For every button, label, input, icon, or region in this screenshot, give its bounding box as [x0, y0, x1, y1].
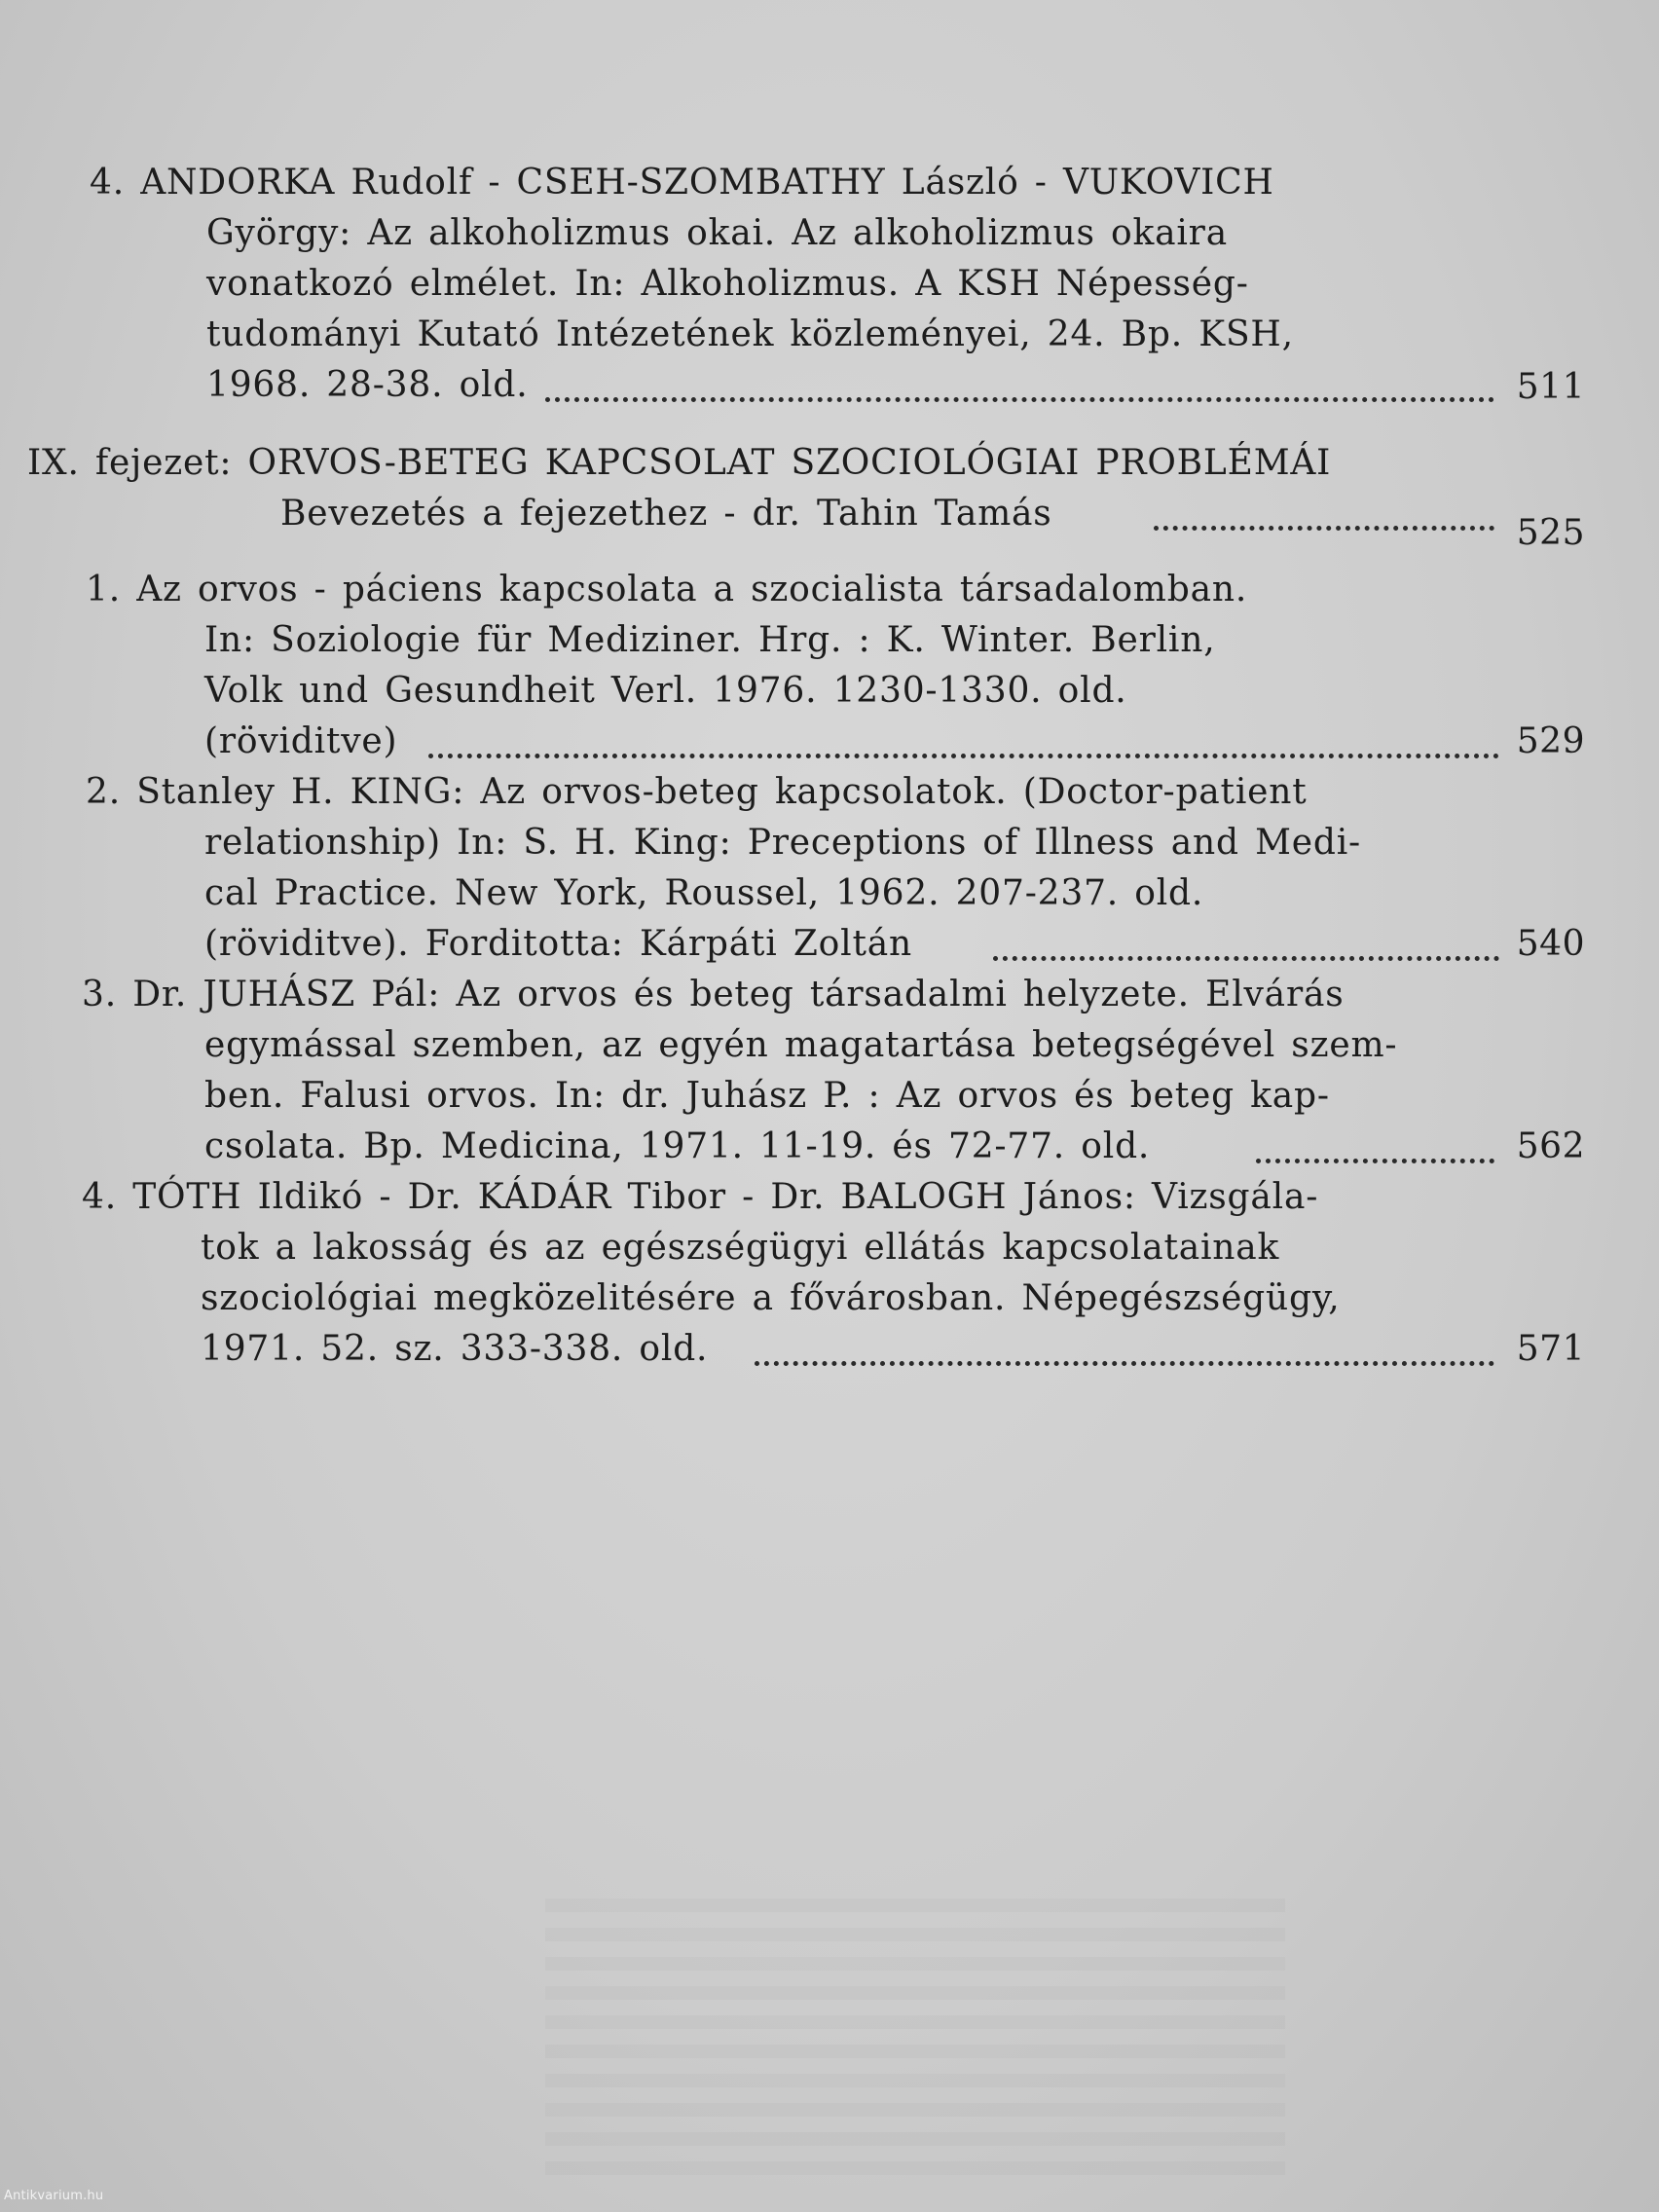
toc-line: relationship) In: S. H. King: Preceptions of Illness and Medi-: [204, 823, 1361, 863]
toc-line: tok a lakosság és az egészségügyi ellátás kapcsolatainak: [201, 1228, 1280, 1268]
dot-leader: [428, 754, 1499, 758]
page-number: 525: [1516, 513, 1585, 553]
toc-line: ben. Falusi orvos. In: dr. Juhász P. : Az orvos és beteg kap-: [204, 1076, 1330, 1116]
page-number: 529: [1516, 721, 1585, 761]
page-number: 571: [1516, 1329, 1585, 1369]
dot-leader: [1256, 1159, 1494, 1163]
toc-line: egymással szemben, az egyén magatartása betegségével szem-: [204, 1025, 1398, 1065]
dot-leader: [545, 397, 1494, 402]
dot-leader: [993, 956, 1499, 961]
toc-line: cal Practice. New York, Roussel, 1962. 207-237. old.: [204, 873, 1204, 913]
toc-line: csolata. Bp. Medicina, 1971. 11-19. és 72-77. old.: [204, 1126, 1151, 1166]
toc-line: Bevezetés a fejezethez - dr. Tahin Tamás: [280, 494, 1052, 534]
toc-line: (röviditve). Forditotta: Kárpáti Zoltán: [204, 924, 912, 964]
dot-leader: [1154, 526, 1494, 531]
toc-line: 1968. 28-38. old.: [206, 365, 529, 405]
toc-line: tudományi Kutató Intézetének közleményei, 24. Bp. KSH,: [206, 314, 1294, 354]
page-number: 511: [1516, 367, 1585, 407]
watermark: Antikvarium.hu: [4, 2189, 104, 2203]
page-number: 562: [1516, 1126, 1585, 1166]
toc-line: 1971. 52. sz. 333-338. old.: [201, 1329, 709, 1369]
toc-line: 3. Dr. JUHÁSZ Pál: Az orvos és beteg társadalmi helyzete. Elvárás: [82, 975, 1345, 1014]
toc-line: 1. Az orvos - páciens kapcsolata a szocialista társadalomban.: [86, 570, 1248, 609]
toc-line: szociológiai megközelitésére a fővárosban. Népegészségügy,: [201, 1278, 1341, 1318]
toc-line: (röviditve): [204, 721, 398, 761]
show-through-text: [545, 1899, 1285, 2191]
toc-line: 2. Stanley H. KING: Az orvos-beteg kapcsolatok. (Doctor-patient: [86, 772, 1308, 812]
toc-line: 4. ANDORKA Rudolf - CSEH-SZOMBATHY László - VUKOVICH: [90, 163, 1274, 203]
page-number: 540: [1516, 924, 1585, 964]
toc-line: In: Soziologie für Mediziner. Hrg. : K. Winter. Berlin,: [204, 620, 1216, 660]
toc-line: 4. TÓTH Ildikó - Dr. KÁDÁR Tibor - Dr. BALOGH János: Vizsgála-: [82, 1177, 1319, 1217]
toc-line: vonatkozó elmélet. In: Alkoholizmus. A KSH Népesség-: [206, 264, 1249, 304]
toc-line: Volk und Gesundheit Verl. 1976. 1230-1330. old.: [204, 671, 1127, 711]
chapter-heading: IX. fejezet: ORVOS-BETEG KAPCSOLAT SZOCIOLÓGIAI PROBLÉMÁI: [27, 443, 1332, 483]
dot-leader: [755, 1361, 1494, 1366]
toc-line: György: Az alkoholizmus okai. Az alkoholizmus okaira: [206, 213, 1228, 253]
